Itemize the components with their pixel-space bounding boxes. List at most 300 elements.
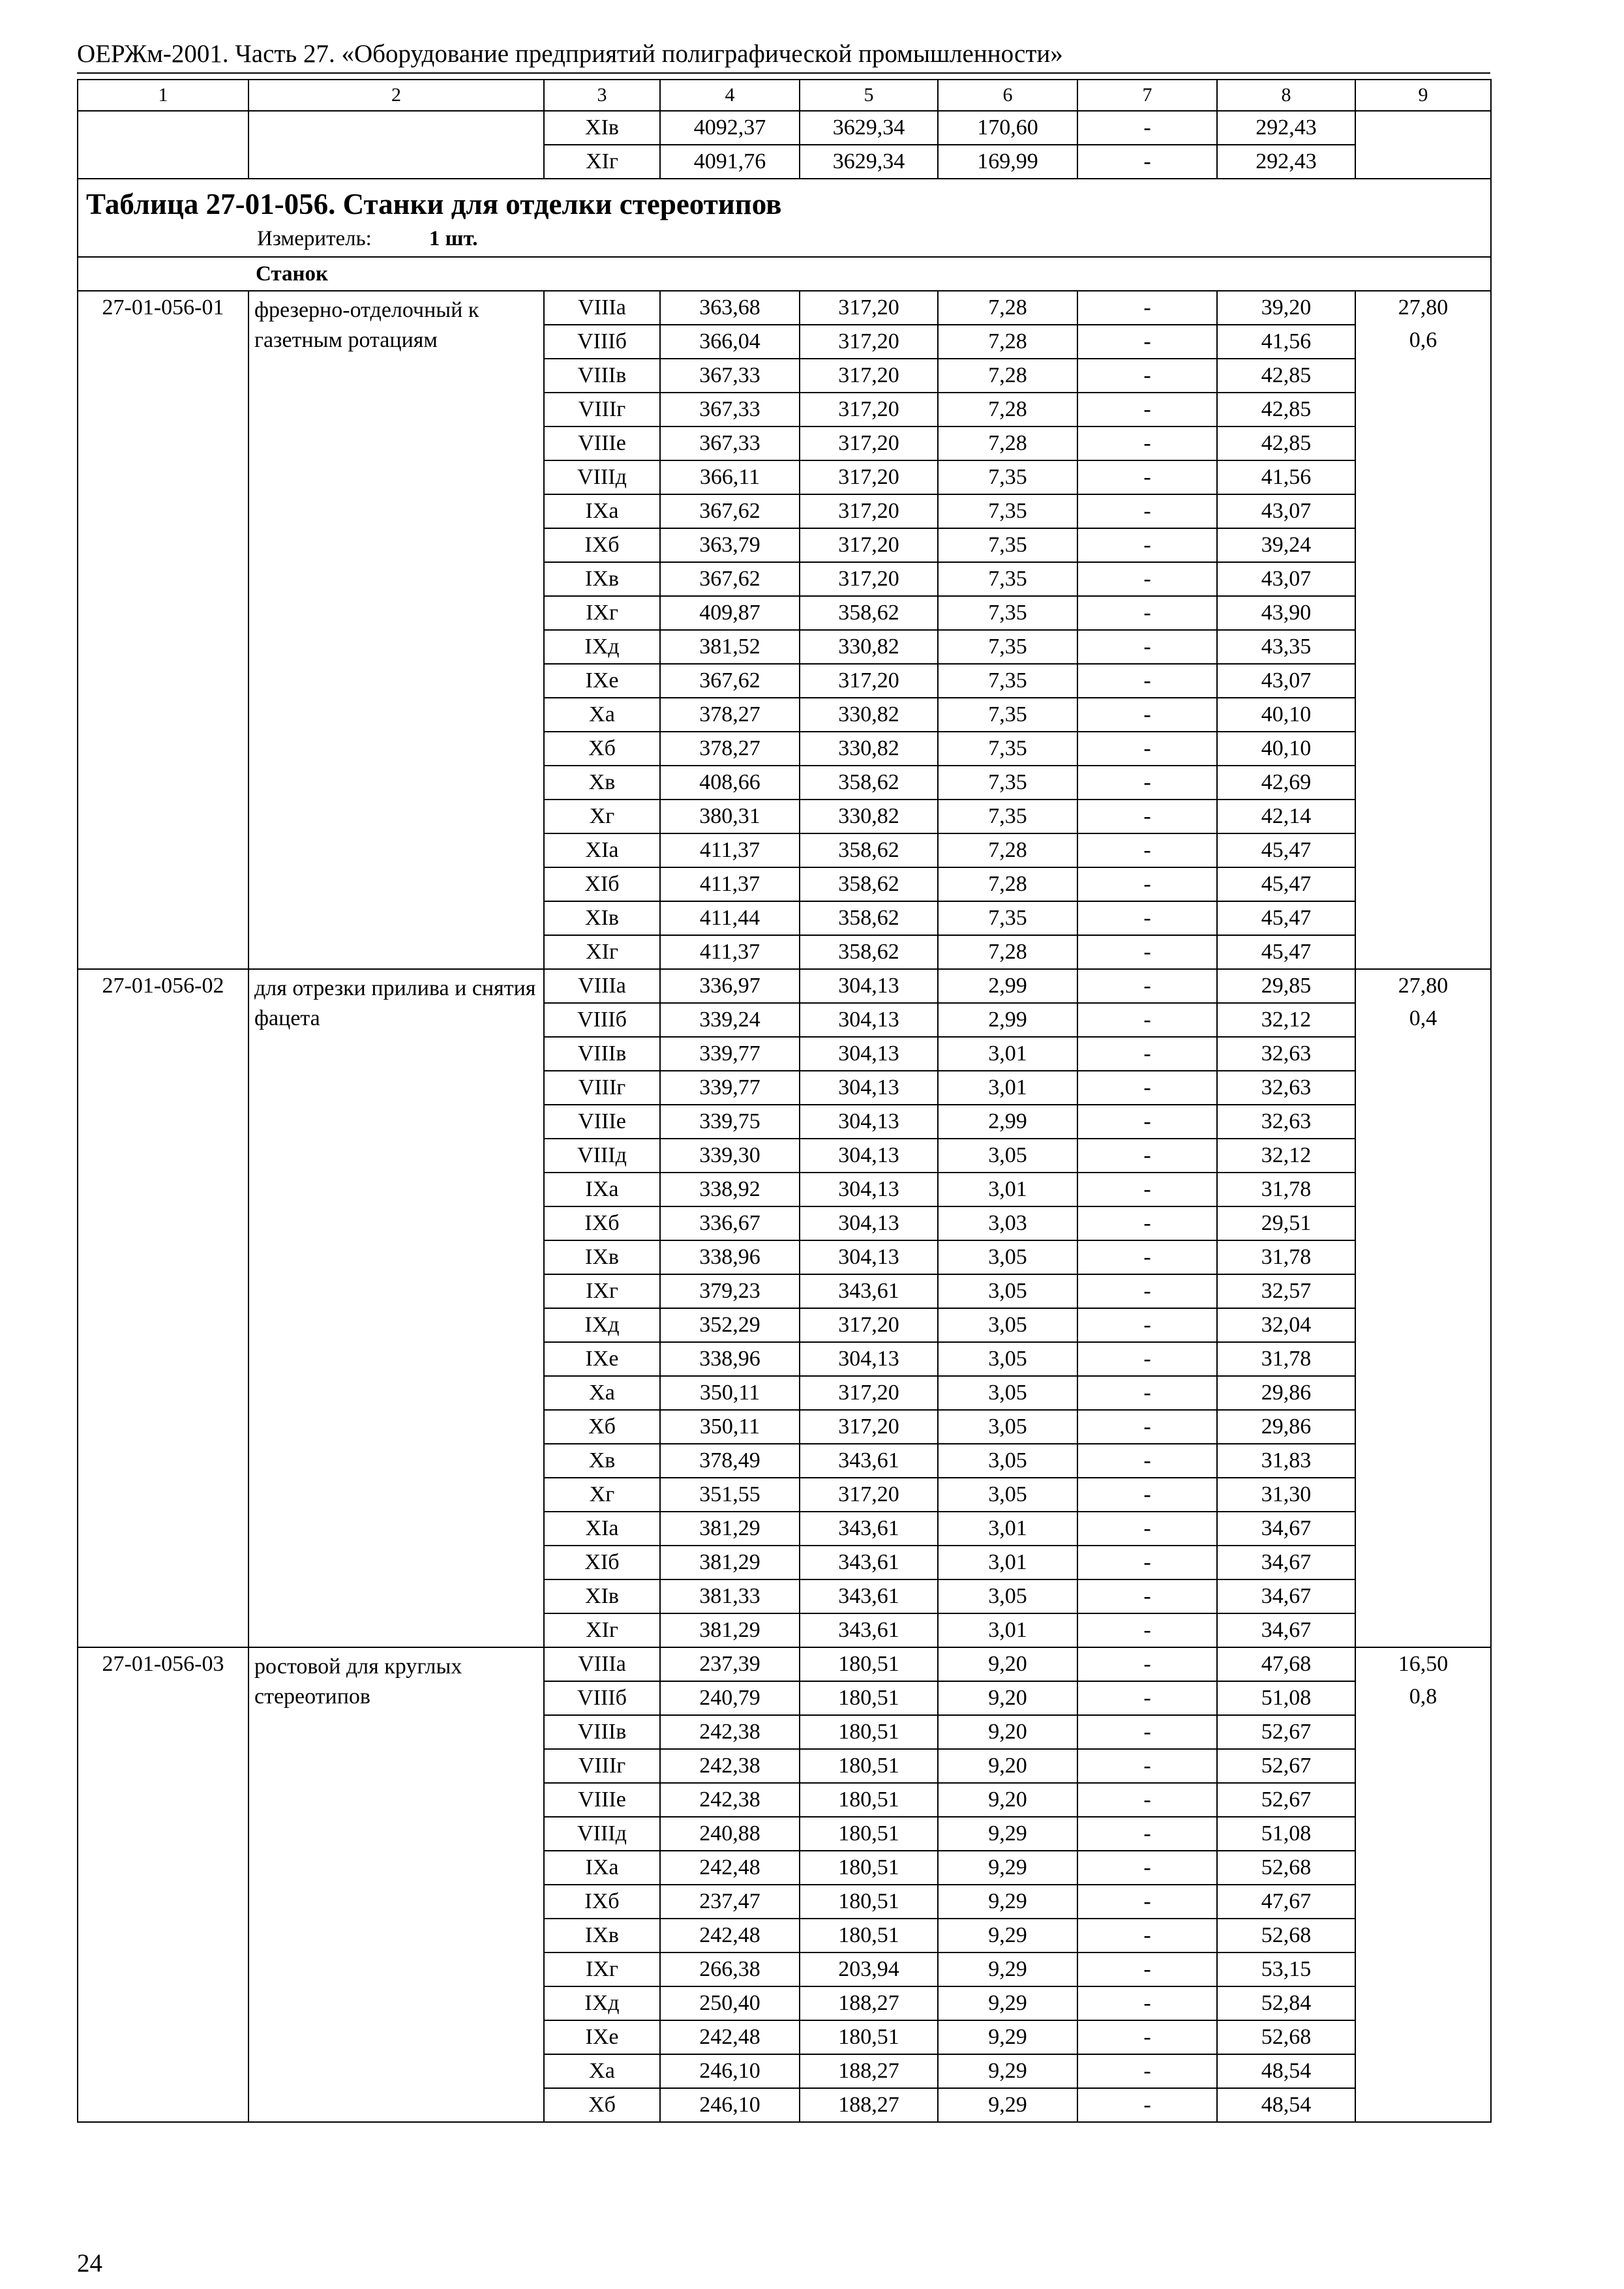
value-cell: 32,63 [1217, 1071, 1355, 1105]
value-cell: 52,67 [1217, 1783, 1355, 1817]
value-cell: - [1077, 1308, 1217, 1342]
value-cell: 180,51 [800, 1919, 938, 1952]
value-cell: 32,63 [1217, 1105, 1355, 1139]
value-cell: 9,20 [938, 1681, 1077, 1715]
value-cell: 317,20 [800, 1376, 938, 1410]
value-cell: 304,13 [800, 1071, 938, 1105]
category-cell: VIIIв [544, 1037, 660, 1071]
value-cell: - [1077, 1410, 1217, 1444]
value-cell: 3,01 [938, 1512, 1077, 1546]
category-cell: XIб [544, 1546, 660, 1579]
table-row [78, 969, 1491, 1003]
category-cell: VIIIв [544, 359, 660, 393]
category-cell: XIг [544, 935, 660, 969]
value-cell: 381,29 [660, 1512, 800, 1546]
value-cell: 246,10 [660, 2054, 800, 2088]
extra-value: 0,8 [1409, 1684, 1437, 1709]
value-cell: - [1077, 1071, 1217, 1105]
value-cell: - [1077, 145, 1217, 179]
value-cell: 317,20 [800, 325, 938, 359]
value-cell: 304,13 [800, 1037, 938, 1071]
value-cell: - [1077, 1342, 1217, 1376]
value-cell: 7,35 [938, 664, 1077, 698]
category-cell: IXб [544, 528, 660, 562]
value-cell: 31,83 [1217, 1444, 1355, 1478]
value-cell: 29,86 [1217, 1376, 1355, 1410]
value-cell: 242,38 [660, 1783, 800, 1817]
value-cell: 7,28 [938, 426, 1077, 460]
category-cell: VIIIд [544, 1139, 660, 1173]
value-cell: - [1077, 1952, 1217, 1986]
value-cell: 4091,76 [660, 145, 800, 179]
extra-cell [1355, 1647, 1491, 2122]
value-cell: 351,55 [660, 1478, 800, 1512]
value-cell: 7,35 [938, 901, 1077, 935]
value-cell: 9,20 [938, 1749, 1077, 1783]
value-cell: 330,82 [800, 630, 938, 664]
value-cell: 381,29 [660, 1613, 800, 1647]
value-cell: - [1077, 1512, 1217, 1546]
column-number-cell: 8 [1217, 80, 1355, 111]
value-cell: 381,52 [660, 630, 800, 664]
value-cell: 42,85 [1217, 426, 1355, 460]
value-cell: 9,29 [938, 2088, 1077, 2122]
table-row [78, 111, 1491, 145]
value-cell: 7,35 [938, 460, 1077, 494]
value-cell: 43,07 [1217, 562, 1355, 596]
group-label: Станок [78, 257, 1491, 291]
value-cell: 317,20 [800, 664, 938, 698]
value-cell: 330,82 [800, 698, 938, 732]
value-cell: 378,27 [660, 698, 800, 732]
value-cell: 367,62 [660, 664, 800, 698]
value-cell: 3,05 [938, 1240, 1077, 1274]
category-cell: VIIIа [544, 969, 660, 1003]
value-cell: 188,27 [800, 1986, 938, 2020]
value-cell: 34,67 [1217, 1579, 1355, 1613]
value-cell: 43,35 [1217, 630, 1355, 664]
value-cell: 7,28 [938, 935, 1077, 969]
value-cell: 32,57 [1217, 1274, 1355, 1308]
value-cell: 338,92 [660, 1173, 800, 1206]
value-cell: 367,62 [660, 494, 800, 528]
category-cell: IXа [544, 1851, 660, 1885]
value-cell: 343,61 [800, 1274, 938, 1308]
value-cell: 343,61 [800, 1512, 938, 1546]
value-cell: 304,13 [800, 1240, 938, 1274]
category-cell: IXе [544, 1342, 660, 1376]
value-cell: 9,29 [938, 1919, 1077, 1952]
category-cell: XIг [544, 1613, 660, 1647]
value-cell: - [1077, 698, 1217, 732]
value-cell: 7,35 [938, 698, 1077, 732]
value-cell: 3,01 [938, 1613, 1077, 1647]
column-number-cell: 7 [1077, 80, 1217, 111]
value-cell: 42,85 [1217, 393, 1355, 426]
value-cell: 180,51 [800, 1783, 938, 1817]
value-cell: 9,29 [938, 2020, 1077, 2054]
value-cell: 180,51 [800, 1817, 938, 1851]
category-cell: XIв [544, 901, 660, 935]
value-cell: 52,67 [1217, 1715, 1355, 1749]
column-number-cell: 5 [800, 80, 938, 111]
category-cell: IXг [544, 596, 660, 630]
value-cell: 358,62 [800, 766, 938, 800]
value-cell: 32,12 [1217, 1139, 1355, 1173]
value-cell: 367,33 [660, 359, 800, 393]
value-cell: 237,47 [660, 1885, 800, 1919]
category-cell: VIIIд [544, 460, 660, 494]
value-cell: 380,31 [660, 800, 800, 833]
value-cell: 242,38 [660, 1715, 800, 1749]
value-cell: - [1077, 1037, 1217, 1071]
value-cell: 338,96 [660, 1240, 800, 1274]
value-cell: 367,33 [660, 426, 800, 460]
value-cell: 32,12 [1217, 1003, 1355, 1037]
category-cell: VIIIе [544, 1783, 660, 1817]
value-cell: - [1077, 800, 1217, 833]
value-cell: - [1077, 1919, 1217, 1952]
value-cell: 180,51 [800, 1885, 938, 1919]
column-number-cell: 9 [1355, 80, 1491, 111]
value-cell: - [1077, 1478, 1217, 1512]
category-cell: VIIIб [544, 325, 660, 359]
value-cell: 188,27 [800, 2054, 938, 2088]
value-cell: 339,77 [660, 1037, 800, 1071]
category-cell: IXд [544, 630, 660, 664]
value-cell: - [1077, 528, 1217, 562]
value-cell: 42,85 [1217, 359, 1355, 393]
category-cell: VIIIб [544, 1681, 660, 1715]
value-cell: 34,67 [1217, 1512, 1355, 1546]
value-cell: 3,01 [938, 1037, 1077, 1071]
value-cell: - [1077, 325, 1217, 359]
category-cell: IXд [544, 1986, 660, 2020]
value-cell: 338,96 [660, 1342, 800, 1376]
item-name: для отрезки прилива и снятия фацета [248, 969, 544, 1647]
category-cell: Xб [544, 1410, 660, 1444]
category-cell: XIв [544, 111, 660, 145]
category-cell: VIIIа [544, 291, 660, 325]
value-cell: 3,05 [938, 1139, 1077, 1173]
value-cell: - [1077, 1546, 1217, 1579]
value-cell: 3,01 [938, 1173, 1077, 1206]
value-cell: - [1077, 1749, 1217, 1783]
value-cell: 250,40 [660, 1986, 800, 2020]
value-cell: 409,87 [660, 596, 800, 630]
category-cell: IXб [544, 1885, 660, 1919]
value-cell: 3629,34 [800, 111, 938, 145]
code-cell [78, 111, 248, 179]
section-header-cell [78, 179, 1491, 257]
value-cell: 42,14 [1217, 800, 1355, 833]
value-cell: 9,29 [938, 1817, 1077, 1851]
value-cell: 292,43 [1217, 145, 1355, 179]
category-cell: IXа [544, 494, 660, 528]
value-cell: 180,51 [800, 1749, 938, 1783]
value-cell: 4092,37 [660, 111, 800, 145]
column-number-cell: 3 [544, 80, 660, 111]
value-cell: 45,47 [1217, 867, 1355, 901]
value-cell: 317,20 [800, 494, 938, 528]
value-cell: 180,51 [800, 1647, 938, 1681]
value-cell: 39,24 [1217, 528, 1355, 562]
value-cell: 317,20 [800, 562, 938, 596]
value-cell: 188,27 [800, 2088, 938, 2122]
value-cell: - [1077, 1139, 1217, 1173]
value-cell: 408,66 [660, 766, 800, 800]
value-cell: 7,28 [938, 359, 1077, 393]
value-cell: - [1077, 901, 1217, 935]
value-cell: 203,94 [800, 1952, 938, 1986]
category-cell: Xг [544, 1478, 660, 1512]
value-cell: - [1077, 2088, 1217, 2122]
value-cell: - [1077, 867, 1217, 901]
value-cell: - [1077, 664, 1217, 698]
value-cell: 52,84 [1217, 1986, 1355, 2020]
category-cell: IXд [544, 1308, 660, 1342]
value-cell: - [1077, 1274, 1217, 1308]
value-cell: 3,05 [938, 1274, 1077, 1308]
value-cell: - [1077, 359, 1217, 393]
column-number-cell: 6 [938, 80, 1077, 111]
value-cell: 317,20 [800, 460, 938, 494]
category-cell: XIа [544, 833, 660, 867]
value-cell: 34,67 [1217, 1546, 1355, 1579]
item-code: 27-01-056-02 [78, 969, 248, 1647]
value-cell: - [1077, 596, 1217, 630]
category-cell: VIIIе [544, 1105, 660, 1139]
value-cell: 411,37 [660, 935, 800, 969]
value-cell: 47,67 [1217, 1885, 1355, 1919]
value-cell: 9,29 [938, 1986, 1077, 2020]
category-cell: Xа [544, 1376, 660, 1410]
value-cell: 45,47 [1217, 833, 1355, 867]
category-cell: IXг [544, 1274, 660, 1308]
value-cell: 317,20 [800, 1308, 938, 1342]
value-cell: - [1077, 1986, 1217, 2020]
category-cell: XIб [544, 867, 660, 901]
value-cell: - [1077, 494, 1217, 528]
value-cell: 41,56 [1217, 460, 1355, 494]
value-cell: 343,61 [800, 1546, 938, 1579]
table-section-header [78, 179, 1491, 257]
value-cell: 330,82 [800, 800, 938, 833]
category-cell: IXг [544, 1952, 660, 1986]
category-cell: XIг [544, 145, 660, 179]
value-cell: - [1077, 393, 1217, 426]
value-cell: 350,11 [660, 1376, 800, 1410]
value-cell: 411,37 [660, 833, 800, 867]
value-cell: 29,85 [1217, 969, 1355, 1003]
value-cell: 40,10 [1217, 698, 1355, 732]
price-table [77, 79, 1492, 2123]
header-rule [77, 72, 1490, 74]
item-name: фрезерно-отделочный к газетным ротациям [248, 291, 544, 969]
value-cell: 336,97 [660, 969, 800, 1003]
value-cell: 7,35 [938, 732, 1077, 766]
value-cell: 51,08 [1217, 1681, 1355, 1715]
extra-cell [1355, 111, 1491, 179]
value-cell: 7,35 [938, 766, 1077, 800]
value-cell: 304,13 [800, 1139, 938, 1173]
value-cell: 358,62 [800, 901, 938, 935]
value-cell: 31,78 [1217, 1342, 1355, 1376]
value-cell: 9,29 [938, 1851, 1077, 1885]
value-cell: 32,63 [1217, 1037, 1355, 1071]
value-cell: 330,82 [800, 732, 938, 766]
category-cell: IXе [544, 664, 660, 698]
category-cell: IXв [544, 562, 660, 596]
category-cell: Xб [544, 732, 660, 766]
value-cell: 343,61 [800, 1613, 938, 1647]
value-cell: 242,48 [660, 2020, 800, 2054]
value-cell: 343,61 [800, 1579, 938, 1613]
value-cell: 358,62 [800, 833, 938, 867]
value-cell: - [1077, 460, 1217, 494]
value-cell: - [1077, 562, 1217, 596]
value-cell: - [1077, 1647, 1217, 1681]
value-cell: 45,47 [1217, 935, 1355, 969]
category-cell: Xв [544, 766, 660, 800]
value-cell: - [1077, 1206, 1217, 1240]
value-cell: 3,05 [938, 1308, 1077, 1342]
value-cell: 3,01 [938, 1546, 1077, 1579]
value-cell: 7,35 [938, 800, 1077, 833]
document-header-title: ОЕРЖм-2001. Часть 27. «Оборудование предприятий полиграфической промышленности» [77, 40, 1063, 68]
value-cell: 7,28 [938, 833, 1077, 867]
extra-cell [1355, 291, 1491, 969]
value-cell: 52,68 [1217, 2020, 1355, 2054]
value-cell: - [1077, 630, 1217, 664]
category-cell: IXб [544, 1206, 660, 1240]
value-cell: 317,20 [800, 1410, 938, 1444]
category-cell: IXа [544, 1173, 660, 1206]
value-cell: 363,79 [660, 528, 800, 562]
value-cell: 367,33 [660, 393, 800, 426]
category-cell: VIIIд [544, 1817, 660, 1851]
item-name: ростовой для круглых стереотипов [248, 1647, 544, 2122]
value-cell: 180,51 [800, 1851, 938, 1885]
value-cell: - [1077, 111, 1217, 145]
category-cell: VIIIб [544, 1003, 660, 1037]
value-cell: - [1077, 426, 1217, 460]
value-cell: 317,20 [800, 291, 938, 325]
value-cell: 304,13 [800, 1105, 938, 1139]
value-cell: 304,13 [800, 969, 938, 1003]
extra-value: 27,80 [1398, 295, 1449, 320]
value-cell: 53,15 [1217, 1952, 1355, 1986]
value-cell: - [1077, 1681, 1217, 1715]
value-cell: 3,05 [938, 1410, 1077, 1444]
value-cell: 180,51 [800, 2020, 938, 2054]
extra-cell [1355, 969, 1491, 1647]
value-cell: 9,20 [938, 1783, 1077, 1817]
value-cell: 352,29 [660, 1308, 800, 1342]
value-cell: 339,77 [660, 1071, 800, 1105]
value-cell: 246,10 [660, 2088, 800, 2122]
value-cell: 242,48 [660, 1919, 800, 1952]
value-cell: 7,28 [938, 393, 1077, 426]
category-cell: VIIIг [544, 1071, 660, 1105]
value-cell: - [1077, 833, 1217, 867]
value-cell: 366,11 [660, 460, 800, 494]
value-cell: 3,05 [938, 1579, 1077, 1613]
value-cell: 366,04 [660, 325, 800, 359]
group-label-row [78, 257, 1491, 291]
category-cell: VIIIг [544, 393, 660, 426]
value-cell: 52,68 [1217, 1851, 1355, 1885]
value-cell: 304,13 [800, 1173, 938, 1206]
measure-value: 1 шт. [429, 227, 478, 250]
value-cell: 304,13 [800, 1342, 938, 1376]
value-cell: 411,37 [660, 867, 800, 901]
value-cell: 2,99 [938, 1003, 1077, 1037]
value-cell: 31,78 [1217, 1240, 1355, 1274]
category-cell: IXв [544, 1919, 660, 1952]
value-cell: 3,05 [938, 1376, 1077, 1410]
value-cell: - [1077, 732, 1217, 766]
value-cell: 7,35 [938, 528, 1077, 562]
value-cell: 47,68 [1217, 1647, 1355, 1681]
value-cell: 2,99 [938, 969, 1077, 1003]
value-cell: 381,29 [660, 1546, 800, 1579]
value-cell: 317,20 [800, 359, 938, 393]
category-cell: IXе [544, 2020, 660, 2054]
value-cell: 237,39 [660, 1647, 800, 1681]
value-cell: - [1077, 935, 1217, 969]
category-cell: VIIIв [544, 1715, 660, 1749]
category-cell: Xа [544, 698, 660, 732]
value-cell: 9,20 [938, 1647, 1077, 1681]
value-cell: 39,20 [1217, 291, 1355, 325]
value-cell: - [1077, 1613, 1217, 1647]
value-cell: 29,86 [1217, 1410, 1355, 1444]
page-number: 24 [77, 2249, 102, 2277]
table-row [78, 291, 1491, 325]
category-cell: VIIIе [544, 426, 660, 460]
column-number-cell: 2 [248, 80, 544, 111]
extra-value: 0,6 [1409, 328, 1437, 352]
value-cell: 317,20 [800, 1478, 938, 1512]
column-number-row [78, 80, 1491, 111]
value-cell: - [1077, 291, 1217, 325]
value-cell: 43,07 [1217, 664, 1355, 698]
value-cell: 45,47 [1217, 901, 1355, 935]
value-cell: 358,62 [800, 867, 938, 901]
value-cell: - [1077, 1817, 1217, 1851]
value-cell: 381,33 [660, 1579, 800, 1613]
value-cell: - [1077, 1444, 1217, 1478]
category-cell: Xа [544, 2054, 660, 2088]
value-cell: 29,51 [1217, 1206, 1355, 1240]
value-cell: - [1077, 1885, 1217, 1919]
category-cell: Xб [544, 2088, 660, 2122]
value-cell: 7,35 [938, 494, 1077, 528]
value-cell: 31,30 [1217, 1478, 1355, 1512]
value-cell: 3,05 [938, 1342, 1077, 1376]
extra-value: 0,4 [1409, 1006, 1437, 1030]
value-cell: 52,67 [1217, 1749, 1355, 1783]
category-cell: VIIIа [544, 1647, 660, 1681]
value-cell: 339,75 [660, 1105, 800, 1139]
value-cell: 42,69 [1217, 766, 1355, 800]
value-cell: 266,38 [660, 1952, 800, 1986]
value-cell: 240,79 [660, 1681, 800, 1715]
value-cell: - [1077, 2054, 1217, 2088]
value-cell: 48,54 [1217, 2088, 1355, 2122]
value-cell: 41,56 [1217, 325, 1355, 359]
